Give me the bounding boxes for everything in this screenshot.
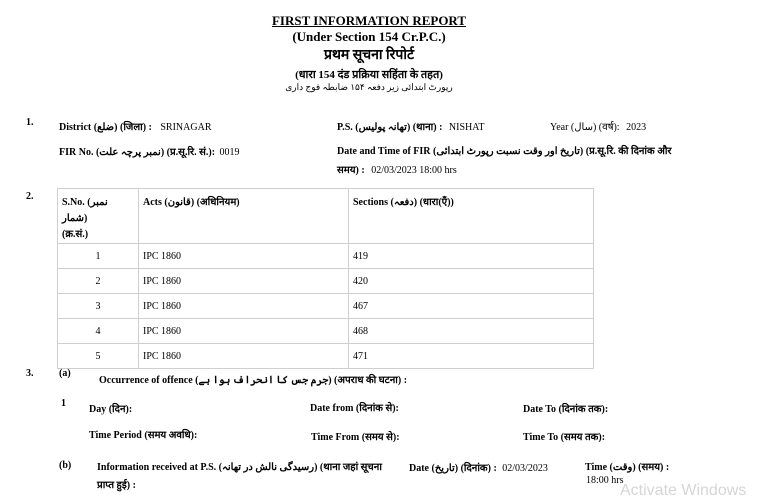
fir-datetime-label-cont: समय) : bbox=[337, 165, 365, 176]
act-cell: IPC 1860 bbox=[139, 319, 349, 344]
date-from-label: Date from (दिनांक से): bbox=[310, 403, 399, 414]
table-row bbox=[58, 344, 594, 369]
act-cell: IPC 1860 bbox=[139, 244, 349, 269]
fir-label: FIR No. (نمبر پرچہ علت) (प्र.सू.रि. सं.): bbox=[59, 147, 216, 158]
table-row bbox=[58, 269, 594, 294]
sno-cell: 5 bbox=[58, 344, 139, 369]
district-value: SRINAGAR bbox=[160, 122, 212, 133]
hindi-title: प्रथम सूचना रिपोर्ट bbox=[323, 48, 415, 63]
year-field bbox=[550, 119, 646, 133]
fir-datetime-field bbox=[337, 162, 457, 176]
sno-header: S.No. (نمبر شمار) (क्र.सं.) bbox=[58, 189, 139, 244]
activation-watermark: Activate Windows bbox=[620, 482, 747, 499]
info-received-label-cont: प्राप्त हुई) : bbox=[97, 480, 136, 491]
table-row bbox=[58, 319, 594, 344]
table-row bbox=[58, 244, 594, 269]
day-label: Day (दिन): bbox=[89, 404, 133, 415]
info-date-field bbox=[409, 460, 548, 474]
info-date-value: 02/03/2023 bbox=[502, 463, 548, 474]
sno-cell: 2 bbox=[58, 269, 139, 294]
fir-value: 0019 bbox=[219, 147, 240, 158]
acts-sections-table bbox=[57, 188, 594, 369]
time-to-label: Time To (समय तक): bbox=[523, 432, 606, 443]
section-3-number: 3. bbox=[26, 368, 34, 379]
section-cell: 467 bbox=[349, 294, 594, 319]
police-station-field bbox=[337, 119, 484, 133]
section-1-number: 1. bbox=[26, 117, 34, 128]
section-2-number: 2. bbox=[26, 191, 34, 202]
sub-b-label: (b) bbox=[59, 460, 72, 471]
year-label: Year (سال) (वर्ष): bbox=[550, 122, 620, 133]
table-row bbox=[58, 294, 594, 319]
section-cell: 468 bbox=[349, 319, 594, 344]
sno-cell: 1 bbox=[58, 244, 139, 269]
act-cell: IPC 1860 bbox=[139, 294, 349, 319]
year-value: 2023 bbox=[626, 122, 647, 133]
section-cell: 420 bbox=[349, 269, 594, 294]
ps-value: NISHAT bbox=[448, 122, 485, 133]
occurrence-label: Occurrence of offence (جرم جس کا انحراف ہوا ہے) (अपराध की घटना) : bbox=[99, 375, 408, 386]
hindi-subtitle: (धारा 154 दंड प्रक्रिया सहिंता के तहत) bbox=[295, 69, 443, 81]
sub-a-label: (a) bbox=[59, 368, 71, 379]
report-title: FIRST INFORMATION REPORT bbox=[271, 13, 467, 28]
info-date-label: Date (تاریخ) (दिनांक) : bbox=[409, 463, 497, 474]
fir-datetime-label: Date and Time of FIR (تاریخ اور وقت نسبت رپورٹ ابتدائی) (प्र.सू.रि. की दिनांक और bbox=[337, 146, 672, 157]
sections-header: Sections (دفعہ) (धारा(एँ)) bbox=[349, 189, 594, 244]
district-label: District (ضلع) (जिला) : bbox=[59, 122, 152, 133]
ps-label: P.S. (تھانہ پولیس) (थाना) : bbox=[337, 122, 443, 133]
date-to-label: Date To (दिनांक तक): bbox=[523, 404, 609, 415]
district-field bbox=[59, 119, 212, 133]
occurrence-item-number: 1 bbox=[61, 398, 66, 409]
section-cell: 419 bbox=[349, 244, 594, 269]
fir-number-field bbox=[59, 144, 240, 158]
act-cell: IPC 1860 bbox=[139, 269, 349, 294]
info-received-label: Information received at P.S. (رسیدگی نالش در تھانہ) (थाना जहां सूचना bbox=[97, 462, 382, 473]
time-from-label: Time From (समय से): bbox=[311, 432, 400, 443]
act-cell: IPC 1860 bbox=[139, 344, 349, 369]
acts-header: Acts (قانون) (अधिनियम) bbox=[139, 189, 349, 244]
sno-cell: 4 bbox=[58, 319, 139, 344]
fir-datetime-value: 02/03/2023 18:00 hrs bbox=[371, 165, 457, 176]
urdu-subtitle: رپورٹ ابتدائی زیر دفعہ ۱۵۴ ضابطہ فوج داری bbox=[285, 82, 453, 92]
time-period-label: Time Period (समय अवधि): bbox=[89, 430, 198, 441]
sno-cell: 3 bbox=[58, 294, 139, 319]
info-time-label: Time (وقت) (समय) : bbox=[585, 462, 670, 473]
table-header-row bbox=[58, 189, 594, 244]
report-subtitle: (Under Section 154 Cr.P.C.) bbox=[292, 29, 446, 44]
info-time-value: 18:00 hrs bbox=[586, 475, 624, 486]
section-cell: 471 bbox=[349, 344, 594, 369]
